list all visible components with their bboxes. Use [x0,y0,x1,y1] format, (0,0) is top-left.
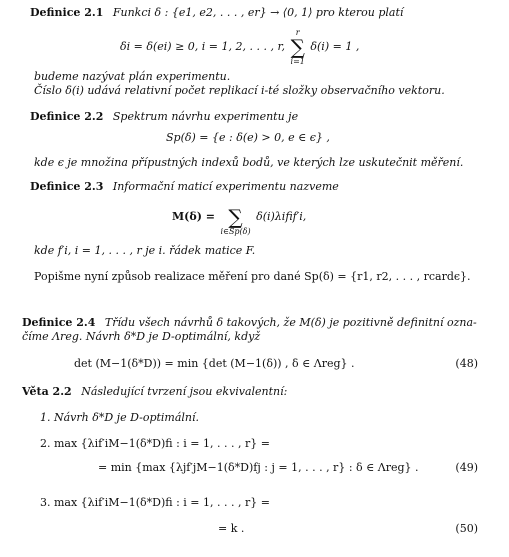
summation-2-1 [291,28,305,66]
theorem-item-3-line2: = k . [218,522,245,535]
definition-2-3-intro: Informační maticí experimentu nazveme [112,180,339,193]
formula-2-3-left: M(δ) = [172,210,215,223]
definition-2-1-heading [30,6,403,20]
definition-2-2-intro: Spektrum návrhu experimentu je [112,110,299,123]
formula-2-1-right: δ(i) = 1 , [310,40,360,53]
definition-2-2-heading [30,110,298,124]
summation-2-3 [220,198,250,236]
theorem-item-3-line2-row [218,522,494,536]
theorem-2-2-label: Věta 2.2 [22,385,72,398]
definition-2-1-line2: Číslo δ(i) udává relativní počet replikací i-té složky observačního vektoru. [34,84,445,97]
definition-2-3-formula [172,198,306,236]
definition-2-1-intro: Funkci δ : {e1, e2, . . . , er} → ⟨0, 1⟩ pro kterou platí [112,6,404,19]
definition-2-2-line1: kde ϵ je množina přípustných indexů bodů, ve kterých lze uskutečnit měření. [34,156,464,169]
definition-2-2-label: Definice 2.2 [30,110,104,123]
theorem-item-2-line2: = min {max {λjf′jM−1(δ*D)fj : j = 1, . . . , r} : δ ∈ Λreg} . [98,461,419,474]
equation-number-49: (49) [455,461,478,474]
definition-2-4-heading [22,316,477,330]
equation-number-50: (50) [455,522,478,535]
equation-number-48: (48) [455,357,478,370]
definition-2-4-line1: Třídu všech návrhů δ takových, že M(δ) je pozitivně definitní ozna- [104,316,477,329]
definition-2-1-formula [120,28,359,66]
theorem-2-2-intro: Následující tvrzení jsou ekvivalentní: [81,385,288,398]
definition-2-1-line1: budeme nazývat plán experimentu. [34,70,231,83]
definition-2-3-label: Definice 2.3 [30,180,104,193]
formula-2-3-right: δ(i)λifif′i, [256,210,307,223]
theorem-item-2-line1: 2. max {λif′iM−1(δ*D)fi : i = 1, . . . , r} = [40,437,270,450]
theorem-item-3-line1: 3. max {λif′iM−1(δ*D)fi : i = 1, . . . , r} = [40,496,270,509]
definition-2-4-formula-row [74,357,494,371]
definition-2-1-label: Definice 2.1 [30,6,104,19]
definition-2-3-heading [30,180,339,194]
definition-2-4-line2: číme Λreg. Návrh δ*D je D-optimální, když [22,330,261,343]
summation-2-1-top: r [295,28,300,37]
formula-48: det (M−1(δ*D)) = min {det (M−1(δ)) , δ ∈ Λreg} . [74,357,355,370]
theorem-item-1: 1. Návrh δ*D je D-optimální. [40,411,200,424]
theorem-item-2-line2-row [98,461,494,475]
definition-2-3-line1: kde f′i, i = 1, . . . , r je i. řádek matice F. [34,244,256,257]
definition-2-3-line2: Popišme nyní způsob realizace měření pro dané Sp(δ) = {r1, r2, . . . , rcardϵ}. [34,270,471,283]
sigma-symbol: ∑ [290,35,305,59]
sigma-symbol: ∑ [228,205,243,229]
theorem-2-2-heading [22,385,287,399]
summation-2-3-bottom: i∈Sp(δ) [220,227,251,236]
definition-2-2-formula: Sp(δ) = {e : δ(e) > 0, e ∈ ϵ} , [166,131,330,144]
definition-2-4-label: Definice 2.4 [22,316,96,329]
summation-2-1-bottom: i=1 [290,57,305,66]
formula-2-1-left: δi = δ(ei) ≥ 0, i = 1, 2, . . . , r, [120,40,286,53]
